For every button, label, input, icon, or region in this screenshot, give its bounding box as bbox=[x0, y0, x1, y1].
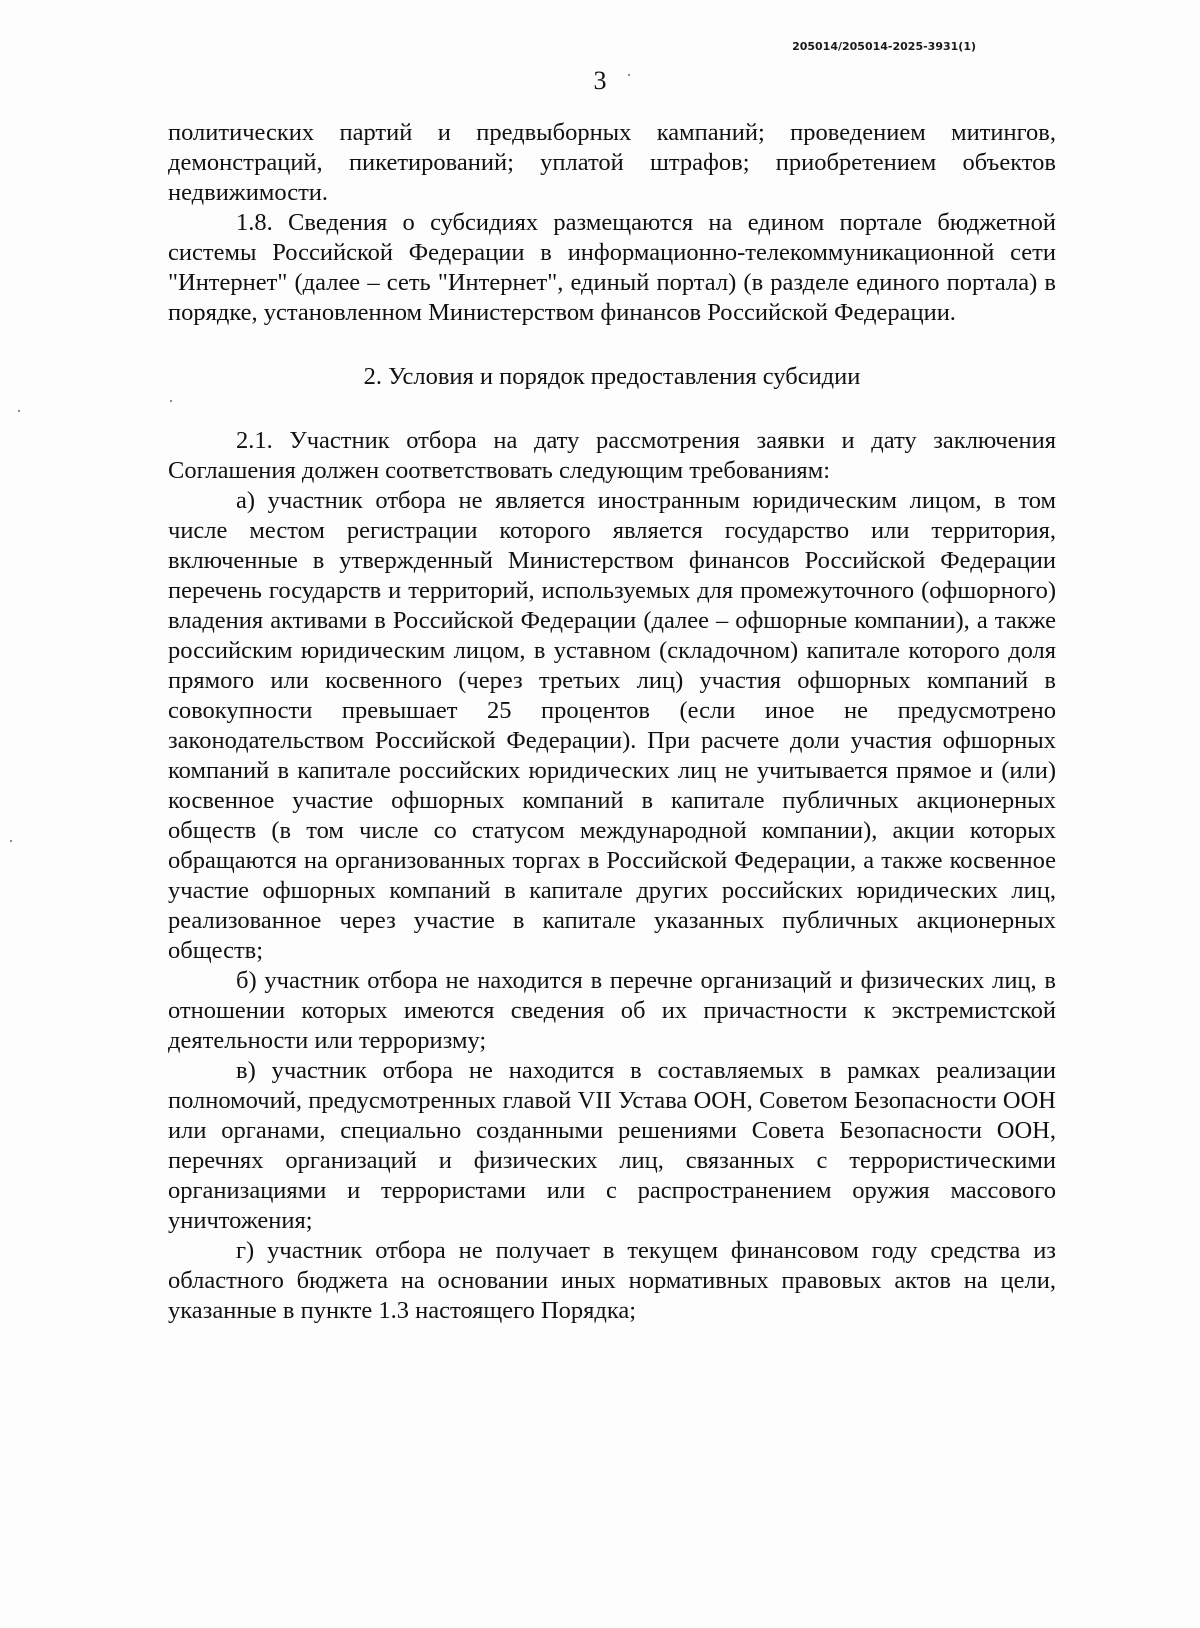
paragraph-item-v: в) участник отбора не находится в составляемых в рамках реализации полномочий, предусмотренных главой VII Устава ООН, Советом Безопасности ООН или органами, специально созданными решениями Совета Безопасности ООН, перечнях организаций и физических лиц, связанных с террористическими организациями и террористами или с распространением оружия массового уничтожения; bbox=[168, 1057, 1056, 1234]
section-heading: 2. Условия и порядок предоставления субсидии bbox=[363, 363, 861, 390]
scan-speck bbox=[170, 400, 172, 402]
page-number: 3 bbox=[593, 66, 607, 95]
paragraph-item-b: б) участник отбора не находится в перечне организаций и физических лиц, в отношении которых имеются сведения об их причастности к экстремистской деятельности или терроризму; bbox=[168, 967, 1056, 1054]
paragraph-1-8: 1.8. Сведения о субсидиях размещаются на едином портале бюджетной системы Российской Федерации в информационно-телекоммуникационной сети "Интернет" (далее – сеть "Интернет", единый портал) (в разделе единого портала) в порядке, установленном Министерством финансов Российской Федерации. bbox=[168, 209, 1056, 326]
paragraph-2-1: 2.1. Участник отбора на дату рассмотрения заявки и дату заключения Соглашения должен соответствовать следующим требованиям: bbox=[168, 427, 1056, 484]
document-body bbox=[168, 118, 1056, 1326]
scan-speck bbox=[628, 74, 630, 76]
scan-speck bbox=[18, 410, 20, 412]
scan-speck bbox=[10, 840, 12, 842]
paragraph-continuation: политических партий и предвыборных кампаний; проведением митингов, демонстраций, пикетирований; уплатой штрафов; приобретением объектов недвижимости. bbox=[168, 119, 1056, 206]
document-id: 205014/205014-2025-3931(1) bbox=[792, 40, 976, 53]
paragraph-item-g: г) участник отбора не получает в текущем финансовом году средства из областного бюджета на основании иных нормативных правовых актов на цели, указанные в пункте 1.3 настоящего Порядка; bbox=[168, 1237, 1056, 1324]
paragraph-item-a: а) участник отбора не является иностранным юридическим лицом, в том числе местом регистрации которого является государство или территория, включенные в утвержденный Министерством финансов Российской Федерации перечень государств и территорий, используемых для промежуточного (офшорного) владения активами в Российской Федерации (далее – офшорные компании), а также российским юридическим лицом, в уставном (складочном) капитале которого доля прямого или косвенного (через третьих лиц) участия офшорных компаний в совокупности превышает 25 процентов (если иное не предусмотрено законодательством Российской Федерации). При расчете доли участия офшорных компаний в капитале российских юридических лиц не учитывается прямое и (или) косвенное участие офшорных компаний в капитале публичных акционерных обществ (в том числе со статусом международной компании), акции которых обращаются на организованных торгах в Российской Федерации, а также косвенное участие офшорных компаний в капитале других российских юридических лиц, реализованное через участие в капитале указанных публичных акционерных обществ; bbox=[168, 487, 1056, 964]
